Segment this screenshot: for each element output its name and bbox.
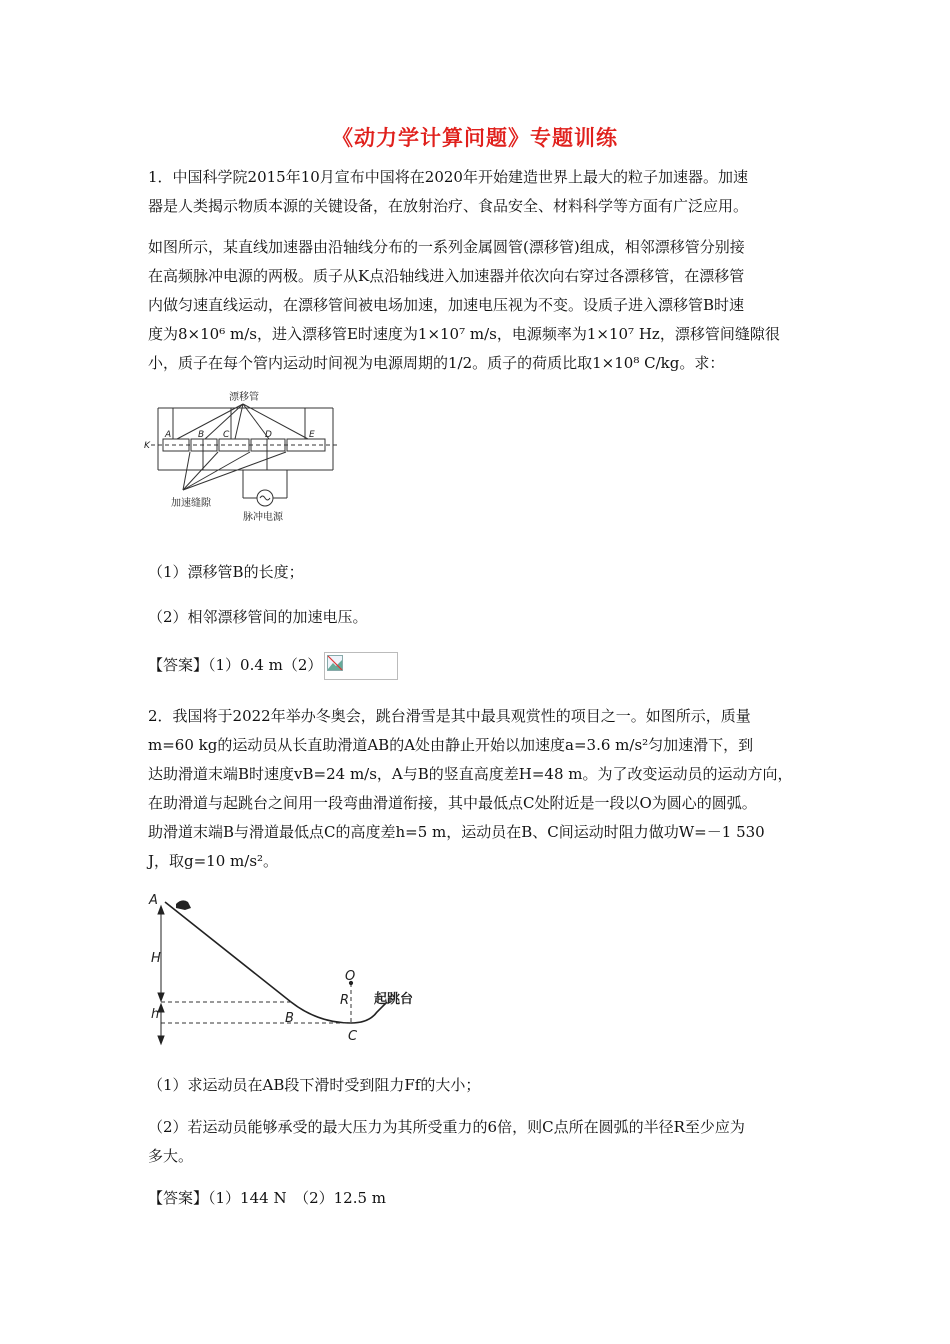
q1-intro — [148, 163, 808, 221]
label-d: D — [265, 430, 272, 440]
q2-line-2: m=60 kg的运动员从长直助滑道AB的A处由静止开始以加速度a=3.6 m/s²匀加速滑下，到 — [148, 736, 754, 754]
label-accel-gap: 加速缝隙 — [171, 498, 211, 509]
label-point-a: A — [149, 893, 158, 908]
label-takeoff-platform: 起跳台 — [374, 992, 414, 1007]
q2-description — [148, 702, 808, 876]
label-height-big: H — [151, 951, 161, 966]
q1-line-1: 1．中国科学院2015年10月宣布中国将在2020年开始建造世界上最大的粒子加速器。加速 — [148, 168, 748, 186]
label-e: E — [309, 430, 315, 440]
label-center-o: O — [345, 969, 356, 984]
accelerator-figure — [143, 390, 343, 525]
q1-answer-text: 【答案】（1）0.4 m（2） — [148, 656, 323, 674]
q2-answer: 【答案】（1）144 N （2）12.5 m — [148, 1189, 387, 1207]
label-point-b: B — [285, 1011, 294, 1026]
q2-sub2 — [148, 1113, 808, 1171]
label-pulse-power: 脉冲电源 — [243, 512, 283, 523]
label-point-c: C — [348, 1029, 358, 1044]
label-a: A — [165, 430, 172, 440]
q2-sub1: （1）求运动员在AB段下滑时受到阻力Ff的大小； — [148, 1076, 481, 1094]
q1-description — [148, 233, 808, 378]
q1-para2-line-4: 度为8×10⁶ m/s，进入漂移管E时速度为1×10⁷ m/s，电源频率为1×10⁷ Hz，漂移管间缝隙很 — [148, 325, 780, 343]
label-drift-tube: 漂移管 — [229, 392, 259, 403]
q1-para2-line-3: 内做匀速直线运动，在漂移管间被电场加速，加速电压视为不变。设质子进入漂移管B时速 — [148, 296, 745, 314]
q2-sub2-line-2: 多大。 — [148, 1147, 194, 1165]
q1-sub1: （1）漂移管B的长度； — [148, 563, 304, 581]
q1-sub2: （2）相邻漂移管间的加速电压。 — [148, 608, 368, 626]
label-c: C — [223, 430, 230, 440]
q2-line-3: 达助滑道末端B时速度vB=24 m/s，A与B的竖直高度差H=48 m。为了改变运动员的运动方向， — [148, 765, 793, 783]
q1-para2-line-1: 如图所示，某直线加速器由沿轴线分布的一系列金属圆管(漂移管)组成，相邻漂移管分别接 — [148, 238, 745, 256]
q2-line-5: 助滑道末端B与滑道最低点C的高度差h=5 m，运动员在B、C间运动时阻力做功W=－1 530 — [148, 823, 765, 841]
q2-line-1: 2．我国将于2022年举办冬奥会，跳台滑雪是其中最具观赏性的项目之一。如图所示，质量 — [148, 707, 751, 725]
label-height-small: h — [151, 1007, 160, 1022]
broken-image-icon — [324, 652, 398, 680]
q1-para2-line-2: 在高频脉冲电源的两极。质子从K点沿轴线进入加速器并依次向右穿过各漂移管，在漂移管 — [148, 267, 745, 285]
label-k: K — [144, 441, 150, 451]
q1-para2-line-5: 小，质子在每个管内运动时间视为电源周期的1/2。质子的荷质比取1×10⁸ C/kg。求： — [148, 354, 725, 372]
q1-answer — [148, 652, 398, 680]
label-b: B — [198, 430, 205, 440]
q2-sub2-line-1: （2）若运动员能够承受的最大压力为其所受重力的6倍，则C点所在圆弧的半径R至少应为 — [148, 1118, 745, 1136]
ski-jump-figure — [143, 890, 433, 1050]
label-radius-r: R — [340, 993, 350, 1008]
q1-line-2: 器是人类揭示物质本源的关键设备，在放射治疗、食品安全、材料科学等方面有广泛应用。 — [148, 197, 749, 215]
q2-line-6: J，取g=10 m/s²。 — [148, 852, 279, 870]
q2-line-4: 在助滑道与起跳台之间用一段弯曲滑道衔接，其中最低点C处附近是一段以O为圆心的圆弧。 — [148, 794, 757, 812]
page-title: 《动力学计算问题》专题训练 — [332, 125, 618, 150]
